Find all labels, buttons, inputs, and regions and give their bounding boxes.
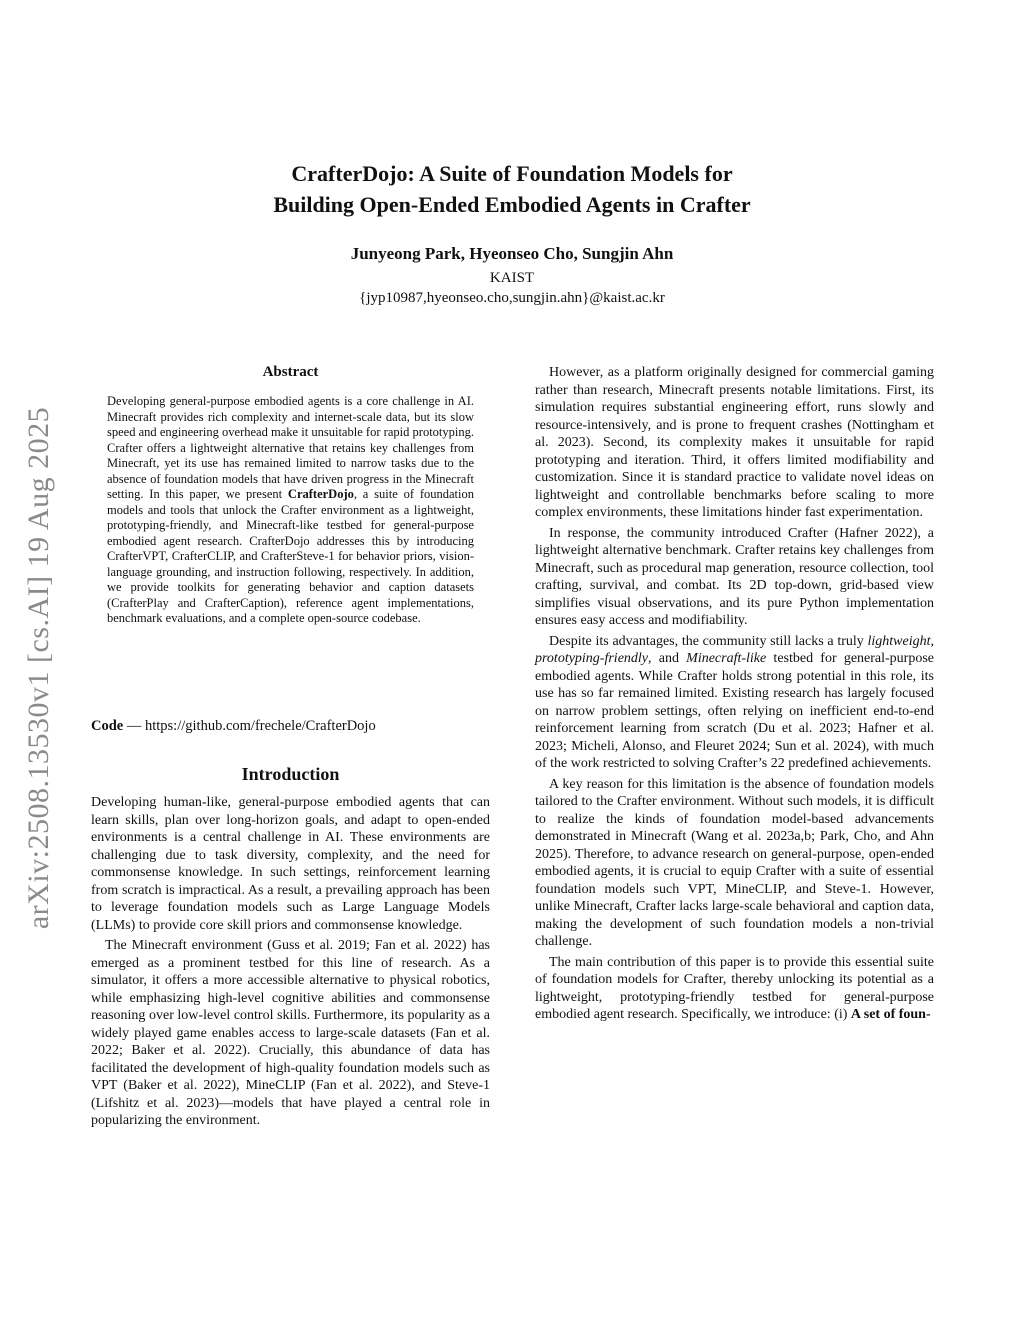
title-line-1: CrafterDojo: A Suite of Foundation Models for: [291, 161, 733, 186]
intro-paragraph-1: Developing human-like, general-purpose embodied agents that can learn skills, plan over long-horizon goals, and adapt to open-ended environments is a central challenge in AI. These environments are challenging due to task diversity, complexity, and the need for commonsense knowledge. In such settings, reinforcement learning from scratch is impractical. As a result, a prevailing approach has been to leverage foundation models such as Large Language Models (LLMs) to provide core skill priors and commonsense knowledge.: [91, 795, 490, 933]
title-block: [0, 158, 1024, 308]
p3-sep-2: , and: [648, 651, 687, 666]
code-separator: —: [123, 718, 145, 734]
p3-text-b: testbed for general-purpose embodied agents. While Crafter holds strong potential in this role, its use has so far remained limited. Existing research has largely focused on narrow problem settings, often relying on inefficient end-to-end reinforcement learning from scratch (Du et al. 2023; Hafner et al. 2023; Micheli, Alonso, and Fleuret 2024; Sun et al. 2024), with much of the work restricted to solving Crafter’s 22 predefined achievements.: [535, 651, 934, 771]
intro-paragraph-2: The Minecraft environment (Guss et al. 2019; Fan et al. 2022) has emerged as a prominent testbed for this line of research. As a simulator, it offers a more accessible alternative to physical robotics, while emphasizing high-level cognitive abilities and commonsense reasoning over low-level control skills. Furthermore, its popularity as a widely played game enables access to large-scale datasets (Fan et al. 2022; Baker et al. 2022). Crucially, this abundance of data has facilitated the development of high-quality foundation models such as VPT (Baker et al. 2022), MineCLIP (Fan et al. 2022), and Steve-1 (Lifshitz et al. 2023)—models that have played a central role in popularizing the environment.: [91, 938, 490, 1128]
author-list: Junyeong Park, Hyeonseo Cho, Sungjin Ahn: [350, 244, 674, 263]
abstract-heading: Abstract: [262, 364, 319, 380]
code-url[interactable]: https://github.com/frechele/CrafterDojo: [144, 718, 376, 734]
p3-em-lightweight: lightweight: [867, 633, 931, 649]
abstract-part-1: Developing general-purpose embodied agents is a core challenge in AI. Minecraft provides rich complexity and internet-scale data, but its slow speed and engineering overhead make it unsuitable for rapid prototyping. Crafter offers a lightweight alternative that retains key challenges from Minecraft, yet its use has remained limited to narrow tasks due to the absence of foundation models that have driven progress in the Minecraft setting. In this paper, we present: [107, 394, 474, 501]
paper-title: [0, 158, 1024, 220]
code-link-line: [91, 718, 376, 735]
introduction-heading: Introduction: [241, 764, 340, 784]
right-paragraph-5: [535, 954, 934, 1024]
author-emails: {jyp10987,hyeonseo.cho,sungjin.ahn}@kaist.ac.kr: [359, 290, 665, 306]
p3-text-a: Despite its advantages, the community still lacks a truly: [549, 633, 868, 649]
abstract-text: [107, 394, 474, 627]
p5-text-a: The main contribution of this paper is to provide this essential suite of foundation models for Crafter, thereby unlocking its potential as a lightweight, prototyping-friendly testbed for general-purpose embodied agent research. Specifically, we introduce: (i): [535, 954, 934, 1022]
right-paragraph-3: [535, 633, 934, 773]
arxiv-identifier: arXiv:2508.13530v1 [cs.AI] 19 Aug 2025: [22, 406, 55, 930]
right-paragraph-1: However, as a platform originally designed for commercial gaming rather than research, Minecraft presents notable limitations. First, its simulation requires substantial engineering effort, runs slowly and resource-intensively, and is prone to frequent crashes (Nottingham et al. 2023). Second, its complexity makes it unsuitable for rapid prototyping and iteration. Third, it offers limited modifiability and customization. Since it is standard practice to validate novel ideas on lightweight and controllable benchmarks before scaling to more complex environments, these limitations hinder fast experimentation.: [535, 365, 934, 520]
introduction-left-column: [91, 794, 490, 1130]
abstract-part-2: , a suite of foundation models and tools that unlock the Crafter environment as a lightweight, prototyping-friendly, and Minecraft-like testbed for general-purpose embodied agent research. CrafterDojo addresses this by introducing CrafterVPT, CrafterCLIP, and CrafterSteve-1 for behavior priors, vision-language grounding, and instruction following, respectively. In addition, we provide toolkits for generating behavior and caption datasets (CrafterPlay and CrafterCaption), reference agent implementations, benchmark evaluations, and a complete open-source codebase.: [107, 487, 474, 625]
p3-em-prototyping: prototyping-friendly: [535, 651, 649, 666]
abstract-bold-term: CrafterDojo: [287, 487, 354, 501]
title-line-2: Building Open-Ended Embodied Agents in Crafter: [273, 192, 751, 217]
affiliation: KAIST: [489, 270, 535, 286]
right-column: [535, 364, 934, 1024]
right-paragraph-4: A key reason for this limitation is the absence of foundation models tailored to the Crafter environment. Without such models, it is difficult to realize the kinds of foundation model-based advancements demonstrated in Minecraft (Wang et al. 2023a,b; Park, Cho, and Ahn 2025). Therefore, to advance research on general-purpose, open-ended embodied agents, it is crucial to equip Crafter with a suite of essential foundation models such VPT, MineCLIP, and Steve-1. However, unlike Minecraft, Crafter lacks large-scale behavioral and caption data, making the development of such foundation models a non-trivial challenge.: [535, 776, 934, 949]
right-paragraph-2: In response, the community introduced Crafter (Hafner 2022), a lightweight alternative benchmark. Crafter retains key challenges from Minecraft, such as procedural map generation, resource collection, tool crafting, survival, and combat. Its 2D top-down, grid-based view simplifies visual observations, and its pure Python implementation ensures easy access and modifiability.: [535, 525, 934, 628]
p5-bold: A set of foun-: [850, 1007, 931, 1022]
p3-sep-1: ,: [930, 633, 934, 649]
code-label: Code: [91, 718, 124, 734]
p3-em-minecraft-like: Minecraft-like: [686, 651, 767, 666]
